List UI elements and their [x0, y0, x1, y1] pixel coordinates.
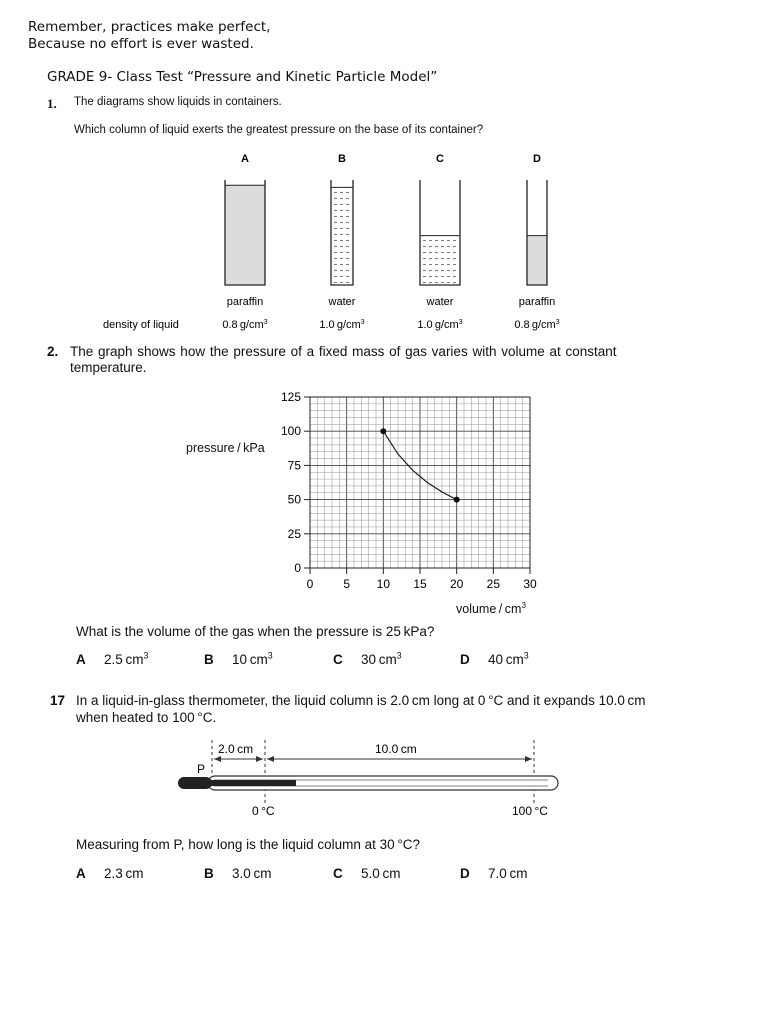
container-letter: C — [436, 153, 444, 165]
q2-option-c-text: 30 $cm^3$ — [361, 650, 402, 667]
q2-option-d-letter: D — [460, 652, 470, 667]
q17-option-a-letter: A — [76, 866, 86, 881]
container-a — [222, 153, 267, 331]
x-tick-label: 10 — [376, 577, 391, 591]
liquid-density: 0.8 $g/cm^3$ — [222, 319, 268, 331]
liquid-name: water — [328, 296, 356, 308]
container-c — [417, 153, 462, 331]
container-letter: D — [533, 153, 541, 165]
x-tick-label: 20 — [449, 577, 464, 591]
liquid-column — [205, 780, 296, 786]
q17-question: Measuring from P, how long is the liquid column at 30 °C? — [76, 837, 421, 852]
q17-option-c-text: 5.0 cm — [361, 866, 401, 881]
q17-option-a-text: 2.3 cm — [104, 866, 144, 881]
x-tick-label: 0 — [306, 577, 314, 591]
pressure-volume-chart — [0, 380, 768, 595]
dim-2cm-arrowhead-right — [256, 756, 263, 762]
label-0c: 0 °C — [252, 804, 275, 818]
motto — [28, 19, 270, 53]
dim-10cm-arrowhead-left — [267, 756, 274, 762]
density-label: density of liquid — [103, 319, 179, 331]
container-letter: B — [338, 153, 346, 165]
q2-text-line1: The graph shows how the pressure of a fixed mass of gas varies with volume at constant — [70, 344, 617, 359]
q1-containers-diagram — [0, 140, 768, 340]
q2-option-b-text: 10 $cm^3$ — [232, 650, 273, 667]
y-tick-label: 75 — [287, 458, 301, 473]
y-tick-label: 50 — [287, 492, 301, 507]
liquid-fill — [225, 185, 265, 285]
dim-10cm-arrowhead-right — [525, 756, 532, 762]
y-tick-label: 100 — [280, 424, 301, 439]
liquid-density: 1.0 $g/cm^3$ — [319, 319, 365, 331]
q2-option-b-letter: B — [204, 652, 214, 667]
q17-option-b-text: 3.0 cm — [232, 866, 272, 881]
container-d — [514, 153, 559, 331]
x-axis-label: volume / $cm^3$ — [456, 600, 526, 616]
liquid-fill — [420, 236, 460, 285]
label-p: P — [197, 762, 206, 776]
y-axis-label: pressure / kPa — [186, 441, 265, 455]
q17-text-line1: In a liquid-in-glass thermometer, the liquid column is 2.0 cm long at 0 °C and it expands 10.0 cm — [76, 693, 646, 708]
q17-option-d-letter: D — [460, 866, 470, 881]
liquid-name: water — [426, 296, 454, 308]
q2-question: What is the volume of the gas when the pressure is 25 kPa? — [76, 624, 435, 639]
x-tick-label: 5 — [343, 577, 351, 591]
motto-line-1: Remember, practices make perfect, — [28, 19, 271, 35]
liquid-density: 1.0 $g/cm^3$ — [417, 319, 463, 331]
data-point — [454, 497, 460, 503]
q17-option-c-letter: C — [333, 866, 343, 881]
q2-option-a-letter: A — [76, 652, 86, 667]
liquid-name: paraffin — [226, 296, 264, 308]
q2-number: 2. — [47, 344, 59, 359]
liquid-name: paraffin — [518, 296, 556, 308]
y-tick-label: 0 — [294, 561, 301, 575]
q2-option-c-letter: C — [333, 652, 343, 667]
y-tick-label: 25 — [287, 526, 301, 541]
q2-option-a-text: 2.5 $cm^3$ — [104, 650, 149, 667]
motto-line-2: Because no effort is ever wasted. — [28, 36, 254, 52]
q1-number: 1. — [47, 96, 57, 111]
y-tick-label: 125 — [280, 390, 301, 404]
liquid-density: 0.8 $g/cm^3$ — [514, 319, 560, 331]
x-tick-label: 30 — [523, 577, 537, 591]
thermometer-diagram — [0, 735, 768, 825]
test-title: GRADE 9- Class Test “Pressure and Kinetic Particle Model” — [47, 69, 438, 85]
x-tick-label: 15 — [413, 577, 427, 591]
label-2cm: 2.0 cm — [218, 742, 254, 756]
dim-2cm-arrowhead-left — [214, 756, 221, 762]
liquid-fill — [527, 236, 547, 285]
container-letter: A — [241, 153, 249, 165]
q17-text-line2: when heated to 100 °C. — [76, 710, 217, 725]
data-point — [380, 428, 386, 434]
q2-text-line2: temperature. — [70, 360, 147, 375]
q1-question: Which column of liquid exerts the greatest pressure on the base of its container? — [74, 124, 484, 136]
q17-option-d-text: 7.0 cm — [488, 866, 528, 881]
q2-option-d-text: 40 $cm^3$ — [488, 650, 529, 667]
q1-intro: The diagrams show liquids in containers. — [74, 96, 282, 108]
container-b — [319, 153, 364, 331]
x-tick-label: 25 — [486, 577, 501, 591]
q17-option-b-letter: B — [204, 866, 214, 881]
label-100c: 100 °C — [512, 804, 548, 818]
q17-number: 17 — [50, 693, 66, 708]
label-10cm: 10.0 cm — [375, 742, 417, 756]
